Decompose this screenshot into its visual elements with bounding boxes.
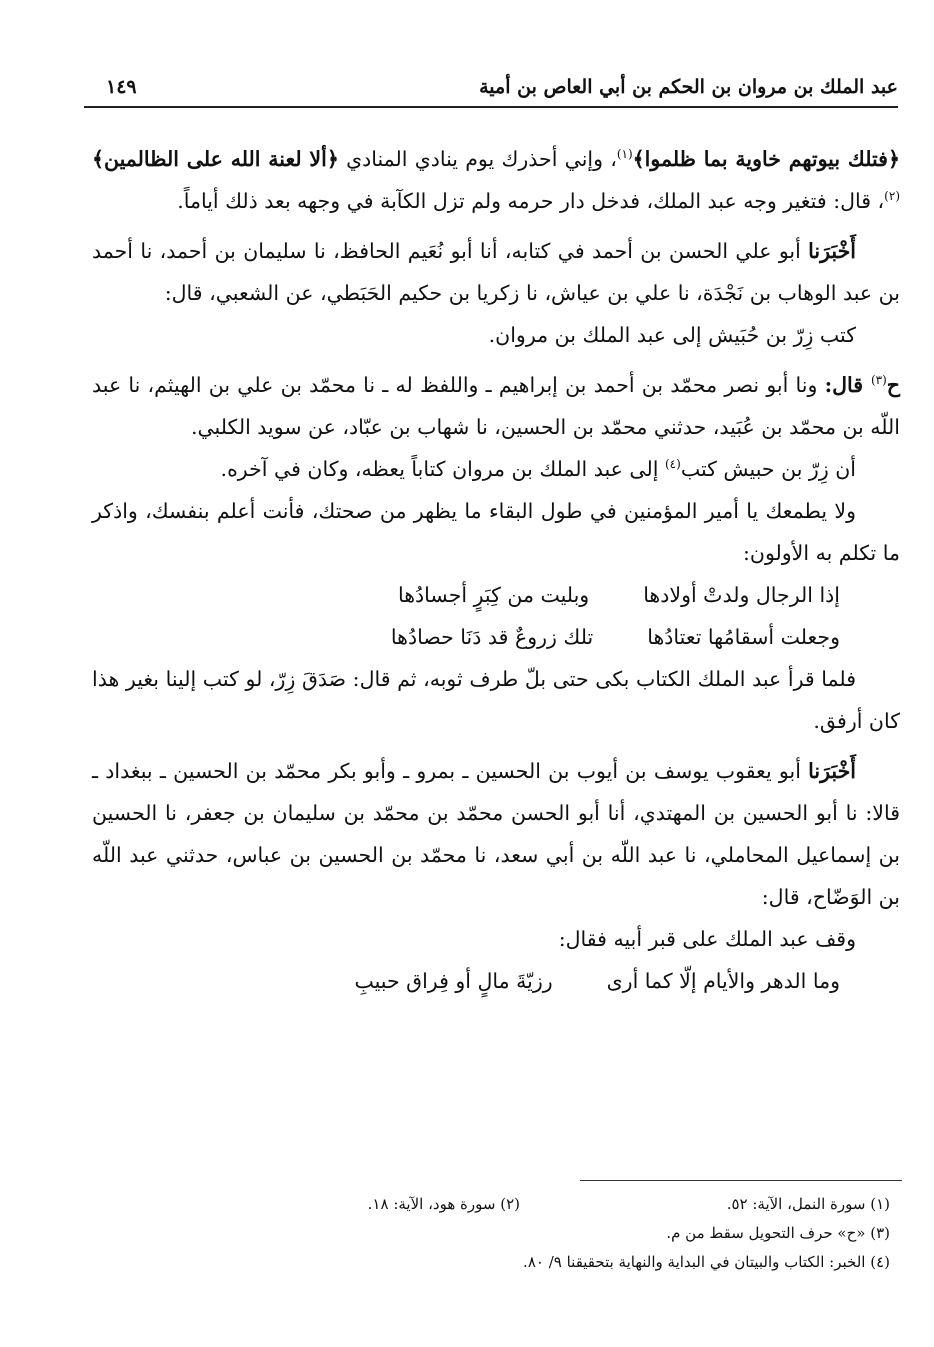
paragraph-4-text: ونا أبو نصر محمّد بن أحمد بن إبراهيم ـ واللفظ له ـ نا محمّد بن علي بن الهيثم، نا عبد اللّه بن محمّد بن عُبَيد، حدثني محمّد بن الحسين، نا شهاب بن عبّاد، عن سويد الكلبي. <box>92 373 900 439</box>
akhbarana-keyword-2: أَخْبَرَنا <box>808 759 856 783</box>
header-rule <box>84 106 898 108</box>
header-title: عبد الملك بن مروان بن الحكم بن أبي العاص بن أمية <box>479 76 898 98</box>
paragraph-1-text-a: ، وإني أحذرك يوم ينادي المنادي <box>346 147 617 171</box>
footnote-1: (١) سورة النمل، الآية: ٥٢. <box>726 1195 890 1213</box>
quran-quote-2: ﴿ألا لعنة الله على الظالمين﴾ <box>92 147 339 171</box>
footnote-ref-1: (١) <box>616 147 633 162</box>
paragraph-3: كتب زِرّ بن حُبَيش إلى عبد الملك بن مروان. <box>488 323 856 347</box>
verse-line-2 <box>92 616 900 658</box>
verse-3-first-half: وما الدهر والأيام إلّا كما أرى <box>606 969 840 993</box>
paragraph-5 <box>92 448 900 490</box>
paragraph-2 <box>92 230 900 314</box>
verse-1-first-half: إذا الرجال ولدتْ أولادها <box>643 583 840 607</box>
footnote-row-1 <box>92 1190 900 1219</box>
footnotes <box>92 1190 900 1277</box>
running-header <box>84 68 898 108</box>
verse-line-3 <box>92 960 900 1002</box>
page-number: ١٤٩ <box>106 76 137 98</box>
paragraph-9: وقف عبد الملك على قبر أبيه فقال: <box>558 927 856 951</box>
paragraph-8 <box>92 750 900 918</box>
main-text <box>92 138 900 1002</box>
qal-keyword: قال: <box>824 373 871 397</box>
tahwil-mark: ح <box>886 373 900 397</box>
akhbarana-keyword-1: أَخْبَرَنا <box>808 239 856 263</box>
quran-quote-1: ﴿فتلك بيوتهم خاوية بما ظلموا﴾ <box>632 147 900 171</box>
footnote-rule <box>580 1180 902 1181</box>
footnote-ref-2: (٢) <box>884 189 900 204</box>
footnote-ref-3: (٣) <box>870 373 887 388</box>
verse-2-first-half: وجعلت أسقامُها تعتادُها <box>647 625 840 649</box>
paragraph-2-text: أبو علي الحسن بن أحمد في كتابه، أنا أبو نُعَيم الحافظ، نا سليمان بن أحمد، نا أحمد بن عبد الوهاب بن نَجْدَة، نا علي بن عياش، نا زكريا بن حكيم الحَبَطي، عن الشعبي، قال: <box>92 239 900 305</box>
footnote-3: (٣) «ح» حرف التحويل سقط من م. <box>666 1224 890 1242</box>
footnote-4: (٤) الخبر: الكتاب والبيتان في البداية والنهاية بتحقيقنا ٩/ ٨٠. <box>523 1253 890 1271</box>
verse-1-second-half: وبليت من كِبَرٍ أجسادُها <box>398 583 590 607</box>
paragraph-5-text-b: إلى عبد الملك بن مروان كتاباً يعظه، وكان في آخره. <box>220 457 665 481</box>
footnote-2: (٢) سورة هود، الآية: ١٨. <box>367 1195 520 1213</box>
footnote-row-3 <box>92 1248 900 1277</box>
paragraph-6: ولا يطمعك يا أمير المؤمنين في طول البقاء ما يظهر من صحتك، فأنت أعلم بنفسك، واذكر ما تكلم به الأولون: <box>92 499 900 565</box>
paragraph-8-text: أبو يعقوب يوسف بن أيوب بن الحسين ـ بمرو ـ وأبو بكر محمّد بن الحسين ـ ببغداد ـ قالا: نا أبو الحسين بن المهتدي، أنا أبو الحسن محمّد بن محمّد بن سليمان بن جعفر، نا الحسين بن إسماعيل المحاملي، نا عبد اللّه بن أبي سعد، نا محمّد بن الحسين بن عباس، حدثني عبد اللّه بن الوَضّاح، قال: <box>92 759 900 909</box>
verse-3-second-half: رزيّةَ مالٍ أو فِراق حبيبِ <box>354 969 553 993</box>
footnote-ref-4: (٤) <box>664 457 681 472</box>
paragraph-5-text-a: أن زِرّ بن حبيش كتب <box>680 457 856 481</box>
paragraph-7: فلما قرأ عبد الملك الكتاب بكى حتى بلّ طرف ثوبه، ثم قال: صَدَقَ زِرّ، لو كتب إلينا بغير هذا كان أرفق. <box>92 667 900 733</box>
verse-2-second-half: تلك زروعٌ قد دَنَا حصادُها <box>390 625 594 649</box>
verse-line-1 <box>92 574 900 616</box>
paragraph-1 <box>92 138 900 222</box>
paragraph-4 <box>92 364 900 448</box>
paragraph-1-text-b: ، قال: فتغير وجه عبد الملك، فدخل دار حرمه ولم تزل الكآبة في وجهه بعد ذلك أياماً. <box>177 189 885 213</box>
footnote-row-2 <box>92 1219 900 1248</box>
